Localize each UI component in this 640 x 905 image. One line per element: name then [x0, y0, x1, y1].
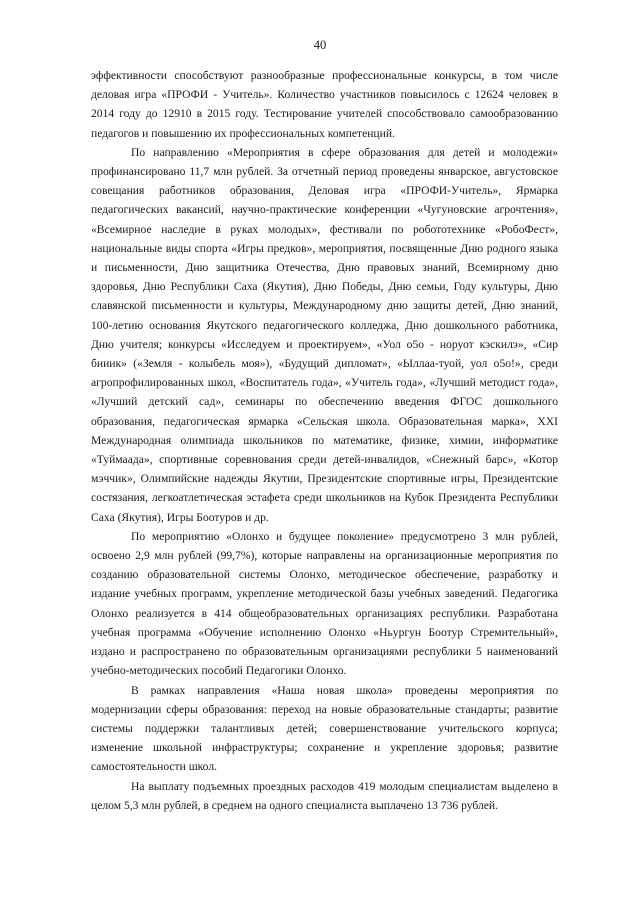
page-number: 40: [313, 38, 327, 52]
paragraph-new-school: В рамках направления «Наша новая школа» проведены мероприятия по модернизации сферы образования: переход на новые образовательные стандарты; развитие системы поддержки талантливых детей; совершенствование учительского корпуса; изменение школьной инфраструктуры; сохранение и укрепление здоровья; развитие самостоятельности школ.: [91, 683, 558, 774]
paragraph-olonkho: По мероприятию «Олонхо и будущее поколение» предусмотрено 3 млн рублей, освоено 2,9 млн рублей (99,7%), которые направлены на организационные мероприятия по созданию образовательной системы Олонхо, методическое обеспечение, разработку и издание учебных программ, укрепление методической базы учебных заведений. Педагогика Олонхо реализуется в 414 общеобразовательных организациях республики. Разработана учебная программа «Обучение исполнению Олонхо «Ньургун Боотур Стремительный», издано и распространено по образовательным организациями республики 5 наименований учебно-методических пособий Педагогики Олонхо.: [91, 529, 558, 678]
document-body: [91, 66, 558, 815]
paragraph-continuation: эффективности способствуют разнообразные профессиональные конкурсы, в том числе деловая игра «ПРОФИ - Учитель». Количество участников повысилось с 12624 человек в 2014 году до 12910 в 2015 году. Тестирование учителей способствовало самообразованию педагогов и повышению их профессиональных компетенций.: [91, 69, 558, 140]
paragraph-young-specialists: На выплату подъемных проездных расходов 419 молодым специалистам выделено в целом 5,3 млн рублей, в среднем на одного специалиста выплачено 13 736 рублей.: [91, 779, 558, 812]
paragraph-youth-events: По направлению «Мероприятия в сфере образования для детей и молодежи» профинансировано 11,7 млн рублей. За отчетный период проведены январское, августовское совещания работников образования, Деловая игра «ПРОФИ-Учитель», Ярмарка педагогических вакансий, научно-практические конференции «Чугуновские агрочтения», «Всемирное наследие в руках молодых», фестивали по робототехнике «РобоФест», национальные виды спорта «Игры предков», мероприятия, посвященные Дню родного языка и письменности, Дню защитника Отечества, Дню правовых знаний, Всемирному дню здоровья, Дню Республики Саха (Якутия), Дню Победы, Дню семьи, Году культуры, Дню славянской письменности и культуры, Международному дню защиты детей, Дню знаний, 100-летию основания Якутского педагогического колледжа, Дню дошкольного работника, Дню учителя; конкурсы «Исследуем и проектируем», «Уол о5о - норуот кэскилэ», «Сир бииик» («Земля - колыбель моя»), «Будущий дипломат», «Ыллаа-туой, уол о5о!», среди агропрофилированных школ, «Воспитатель года», «Учитель года», «Лучший методист года», «Лучший детский сад», семинары по обеспечению введения ФГОС дошкольного образования, педагогическая ярмарка «Сельская школа. Образовательная марка», XXI Международная олимпиада школьников по математике, физике, химии, информатике «Туймаада», спортивные соревнования среди детей-инвалидов, «Снежный барс», «Котор мэччик», Олимпийские надежды Якутии, Президентские спортивные игры, Президентские состязания, легкоатлетическая эстафета среди школьников на Кубок Президента Республики Саха (Якутия), Игры Боотуров и др.: [91, 145, 558, 524]
